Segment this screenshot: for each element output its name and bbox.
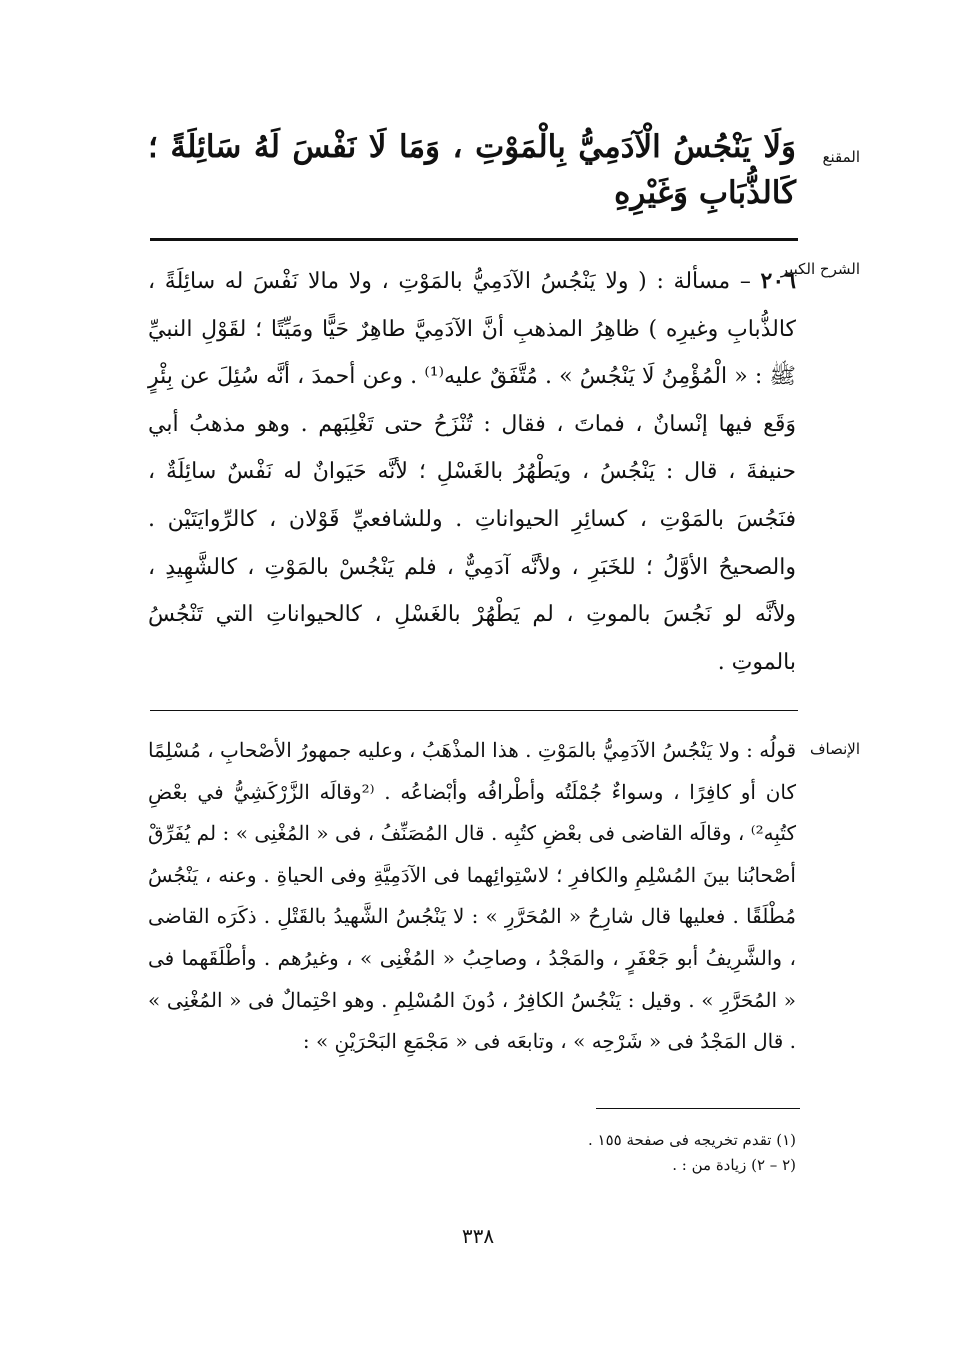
sharh-text bbox=[148, 258, 796, 686]
footnote-2: (٢ – ٢) زيادة من : . bbox=[672, 1156, 796, 1174]
muqni-text bbox=[148, 124, 796, 216]
insaf-paragraph: قولُه : ولا يَنْجُسُ الآدَمِيُّ بالمَوْتِ . هذا المذْهَبُ ، وعليه جمهورُ الأصْحابِ ، مُسْلِمًا كان أو كافِرًا ، وسواءٌ جُمْلَتُه وأطْرافُه وأبْضاعُه . ⁽²وقالَه الزَّرْكَشِيُّ في بعْضِ كتُبِه²⁾ ، وقالَه القاضى فى بعْضِ كتُبِه . قال المُصَنِّفُ ، فى « المُغْنِى » : لم يُفَرِّقْ أصْحابُنا بينَ المُسْلِمِ والكافرِ ؛ لاسْتِوائِهما فى الآدَمِيَّةِ وفى الحياةِ . وعنه ، يَنْجُسُ مُطْلَقًا . فعليها قال شارِحُ « المُحَرَّرِ » : لا يَنْجُسُ الشَّهيدُ بالقَتْلِ . ذكَرَه القاضى ، والشَّرِيفُ أبو جَعْفَرٍ ، والمَجْدُ ، وصاحِبُ « المُغْنِى » ، وغيرُهم . وأطْلَقَهما فى « المُحَرَّرِ » . وقيل : يَنْجُسُ الكافِرُ ، دُونَ المُسْلِمِ . وهو احْتِمالٌ فى « المُغْنِى » . قال المَجْدُ فى « شَرْحِه » ، وتابعَه فى « مَجْمَعِ البَحْرَيْنِ » : bbox=[148, 738, 797, 1054]
sharh-paragraph: – مسألة : ( ولا يَنْجُسُ الآدَمِيُّ بالمَوْتِ ، ولا مالا نَفْسَ له سائِلَةً ، كالذُّبابِ وغيرِه ) ظاهِرُ المذهبِ أنَّ الآدَمِيَّ طاهِرٌ حَيًّا ومَيِّتًا ؛ لقَوْلِ النبيِّ ﷺ : « الْمُؤْمِنُ لَا يَنْجُسُ » . مُتَّفَقٌ عليه⁽¹⁾ . وعن أحمدَ ، أنَّه سُئِلَ عن بِئْرٍ وَقَع فيها إنْسانٌ ، فماتَ ، فقال : تُنْزَحُ حتى تَغْلِبَهم . وهو مذهبُ أبي حنيفةَ ، قال : يَنْجُسُ ، ويَطْهُرُ بالغَسْلِ ؛ لأنَّه حَيَوانٌ له نَفْسٌ سائِلَةٌ ، فنَجُسَ بالمَوْتِ ، كسائِرِ الحيواناتِ . وللشافعيِّ قَوْلان ، كالرِّوايَتَيْن . والصحيحُ الأوَّلُ ؛ للخَبَرِ ، ولأنَّه آدَمِيٌّ ، فلم يَنْجُسْ بالمَوْتِ ، كالشَّهِيدِ ، ولأنَّه لو نَجُسَ بالموتِ ، لم يَطْهُرْ بالغَسْلِ ، كالحيواناتِ التي تَنْجُسُ بالموتِ . bbox=[148, 269, 796, 675]
footnote-separator bbox=[596, 1108, 800, 1109]
insaf-text bbox=[148, 730, 796, 1063]
footnote-1: (١) تقدم تخريجه فى صفحة ١٥٥ . bbox=[587, 1131, 796, 1149]
sharh-label: الشرح الكبير bbox=[780, 260, 860, 278]
muqni-paragraph: وَلَا يَنْجُسُ الْآدَمِيُّ بِالْمَوْتِ ، وَمَا لَا نَفْسَ لَهُ سَائِلَةً ؛ كَالذُّبَابِ وَغَيْرِهِ bbox=[148, 129, 796, 211]
section-divider bbox=[150, 238, 798, 241]
issue-number: ٢٠٦ bbox=[760, 268, 796, 294]
page-number: ٣٣٨ bbox=[461, 1224, 495, 1248]
section-divider bbox=[150, 710, 798, 711]
insaf-label: الإنصاف bbox=[809, 740, 860, 758]
muqni-label: المقنع bbox=[822, 148, 860, 166]
footnotes bbox=[356, 1128, 796, 1178]
